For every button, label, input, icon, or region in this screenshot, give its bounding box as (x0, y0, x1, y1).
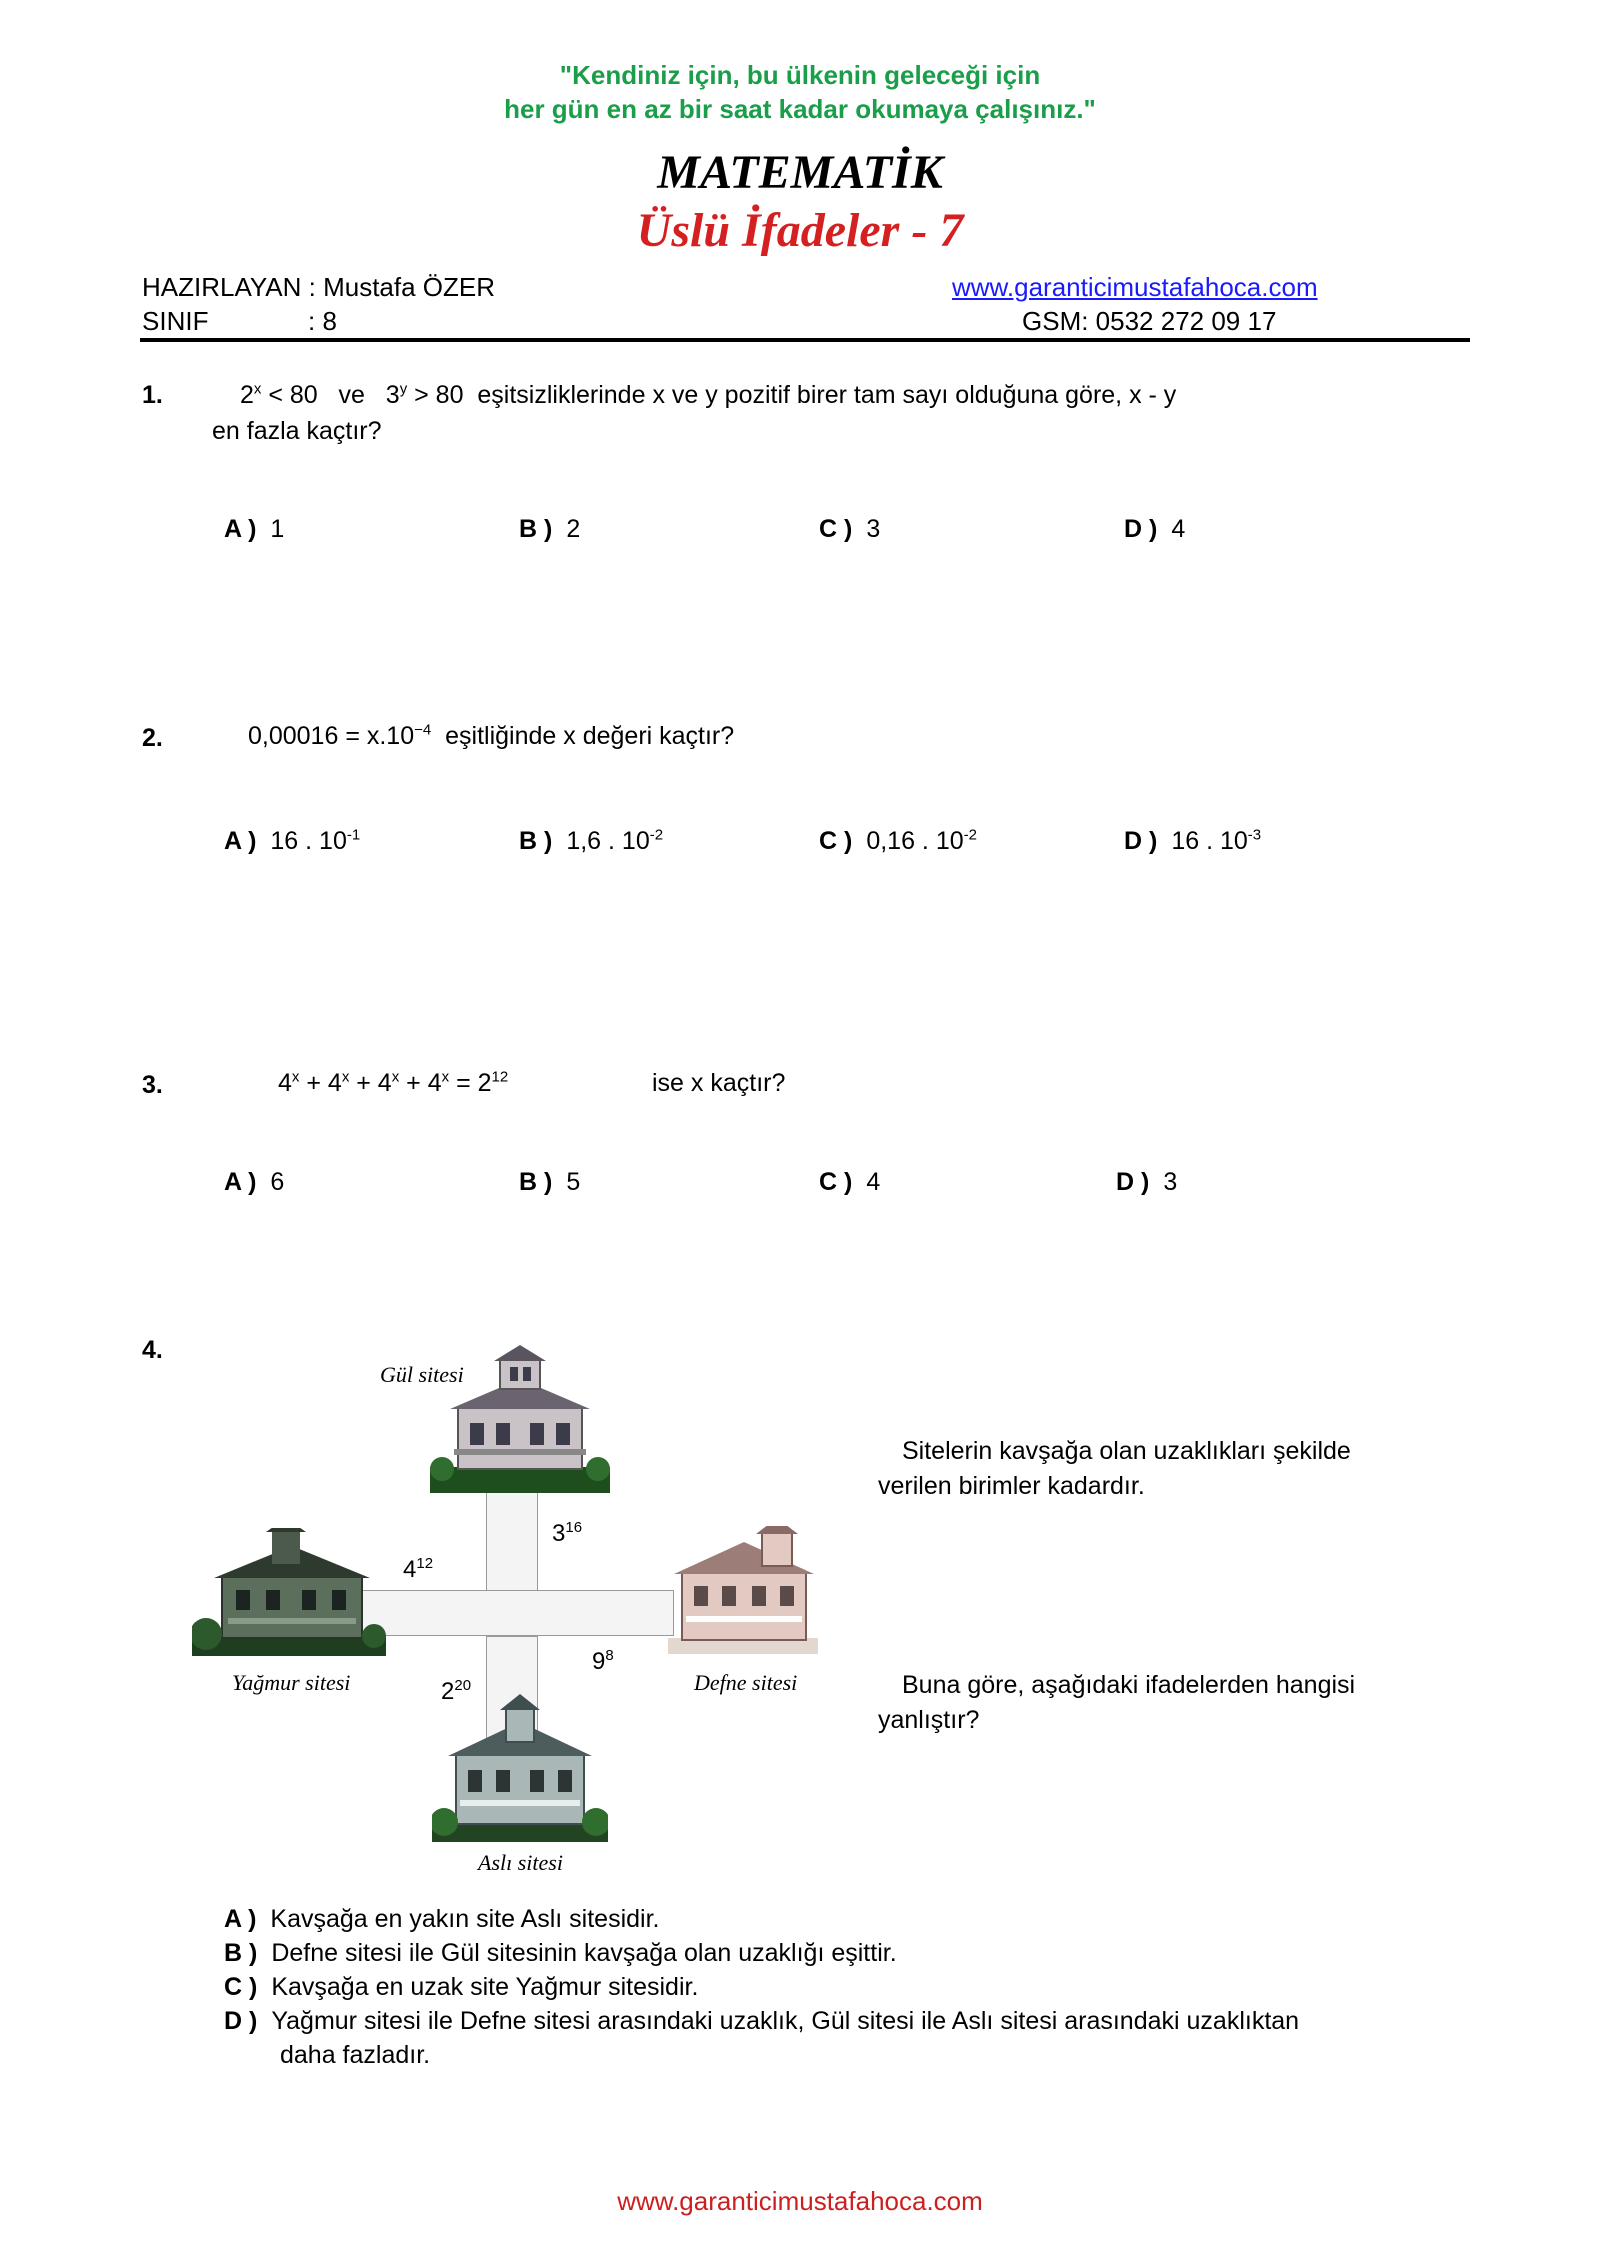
asli-site-label: Aslı sitesi (478, 1850, 563, 1875)
defne-site-label: Defne sitesi (694, 1670, 798, 1695)
motto-line-1: "Kendiniz için, bu ülkenin geleceği için (559, 60, 1041, 90)
question-1-option-d[interactable]: D ) 4 (1124, 515, 1186, 543)
question-4-text-1-line-2: verilen birimler kadardır. (878, 1472, 1145, 1500)
asli-house-image (432, 1694, 608, 1842)
question-2-option-d[interactable]: D ) 16 . $10^{-3}$ (1124, 826, 1262, 855)
gul-distance: $3^{16}$ (552, 1519, 583, 1547)
junction (487, 1591, 535, 1633)
question-1-option-b[interactable]: B ) 2 (519, 515, 581, 543)
gul-site-label: Gül sitesi (380, 1362, 464, 1387)
question-3-number: 3. (142, 1071, 163, 1099)
question-2-text: $0,00016 = x.10^{-4}$ eşitliğinde x değeri kaçtır? (248, 721, 735, 750)
asli-distance: $2^{20}$ (441, 1677, 472, 1705)
question-2-number: 2. (142, 724, 163, 752)
website-link[interactable]: www.garanticimustafahoca.com (952, 272, 1318, 302)
yagmur-site-label: Yağmur sitesi (232, 1670, 351, 1695)
question-2-option-b[interactable]: B ) 1,6 . $10^{-2}$ (519, 826, 664, 855)
author-line: HAZIRLAYAN : Mustafa ÖZER (142, 272, 496, 302)
question-2-option-c[interactable]: C ) 0,16 . $10^{-2}$ (819, 826, 977, 855)
yagmur-house-image (192, 1528, 386, 1656)
question-4-option-d[interactable]: D ) Yağmur sitesi ile Defne sitesi arasındaki uzaklık, Gül sitesi ile Aslı sitesi arasındaki uzaklıktan (224, 2007, 1300, 2035)
footer-website[interactable]: www.garanticimustafahoca.com (617, 2186, 983, 2216)
defne-house-image (668, 1526, 818, 1654)
question-4-number: 4. (142, 1336, 163, 1364)
class-label: SINIF (142, 306, 209, 336)
question-1-option-c[interactable]: C ) 3 (819, 515, 881, 543)
question-4-option-c[interactable]: C ) Kavşağa en uzak site Yağmur sitesidir. (224, 1973, 699, 2001)
question-1-option-a[interactable]: A ) 1 (224, 515, 285, 543)
question-3-option-a[interactable]: A ) 6 (224, 1168, 285, 1196)
question-3-option-c[interactable]: C ) 4 (819, 1168, 881, 1196)
topic-title: Üslü İfadeler - 7 (636, 204, 964, 257)
question-4-text-2-line-2: yanlıştır? (878, 1706, 980, 1734)
motto-line-2: her gün en az bir saat kadar okumaya çalışınız." (504, 94, 1096, 124)
question-3-equation: $4^x + 4^x + 4^x + 4^x = 2^{12}$ (278, 1068, 509, 1097)
question-1-text: $2^x < 80$ ve $3^y > 80$ eşitsizliklerinde x ve y pozitif birer tam sayı olduğuna göre, x - y (240, 380, 1177, 409)
yagmur-distance: $4^{12}$ (403, 1555, 434, 1583)
question-4-option-b[interactable]: B ) Defne sitesi ile Gül sitesinin kavşağa olan uzaklığı eşittir. (224, 1939, 897, 1967)
header-rule (140, 338, 1470, 342)
question-2-option-a[interactable]: A ) 16 . $10^{-1}$ (224, 826, 361, 855)
question-4-option-a[interactable]: A ) Kavşağa en yakın site Aslı sitesidir. (224, 1905, 660, 1933)
question-3-option-d[interactable]: D ) 3 (1116, 1168, 1178, 1196)
question-4-text-2-line-1: Buna göre, aşağıdaki ifadelerden hangisi (902, 1671, 1356, 1699)
gsm-number: GSM: 0532 272 09 17 (1022, 306, 1277, 336)
defne-distance: $9^8$ (592, 1647, 614, 1675)
class-value: : 8 (308, 306, 337, 336)
question-1-text-line-2: en fazla kaçtır? (212, 417, 382, 445)
question-4-text-1-line-1: Sitelerin kavşağa olan uzaklıkları şekilde (902, 1437, 1351, 1465)
question-4-option-d-line-2: daha fazladır. (280, 2041, 431, 2069)
subject-title: MATEMATİK (657, 146, 943, 199)
question-1-number: 1. (142, 381, 163, 409)
question-3-tail: ise x kaçtır? (652, 1069, 786, 1097)
question-3-option-b[interactable]: B ) 5 (519, 1168, 581, 1196)
